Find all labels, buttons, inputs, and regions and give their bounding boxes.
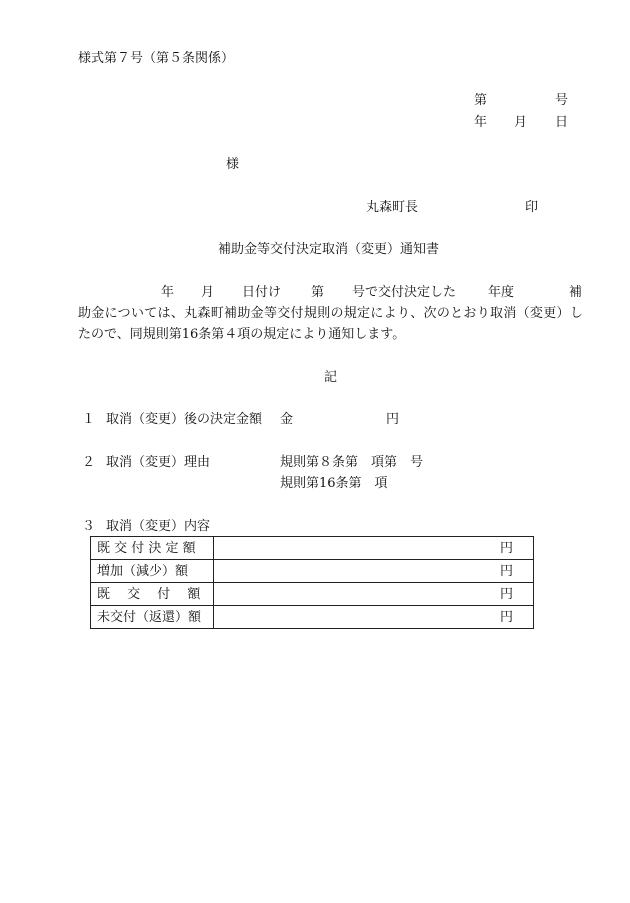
issuer-seal: 印 [525,200,539,215]
item-1-label: 取消（変更）後の決定金額 [106,412,263,427]
row-amount-unpaid-refund: 円 [214,606,534,629]
row-label-increase-decrease: 増加（減少）額 [91,560,214,583]
body-fiscal-year: 年度 [488,285,515,300]
item-1-unit: 円 [386,412,400,427]
row-amount-already-paid: 円 [214,583,534,606]
form-number: 様式第７号（第５条関係） [78,51,235,66]
item-2-label: 取消（変更）理由 [106,455,211,470]
date-day: 日 [555,115,569,130]
row-label-unpaid-refund: 未交付（返還）額 [91,606,214,629]
addressee-honorific: 様 [226,157,240,172]
body-line-3: たので、同規則第16条第４項の規定により通知します。 [78,327,406,342]
date-year: 年 [474,115,488,130]
item-1-number: １ [82,412,96,427]
row-amount-existing-decided: 円 [214,537,534,560]
amounts-table [90,536,534,629]
issuer-title: 丸森町長 [366,200,419,215]
body-day-dated: 日付け [242,285,282,300]
doc-number-prefix: 第 [474,93,488,108]
row-label-already-paid: 既 交 付 額 [91,583,214,606]
table-row [91,606,534,629]
item-2-reason-line-1: 規則第８条第 項第 号 [280,455,424,470]
table-row [91,560,534,583]
item-2-number: ２ [82,455,96,470]
body-ho: 補 [569,285,583,300]
document-title: 補助金等交付決定取消（変更）通知書 [218,242,440,257]
ki-heading: 記 [324,370,338,385]
date-month: 月 [514,115,528,130]
row-label-existing-decided: 既 交 付 決 定 額 [91,537,214,560]
item-3-label: 取消（変更）内容 [106,519,211,534]
body-month: 月 [201,285,215,300]
body-line-2: 助金については、丸森町補助金等交付規則の規定により、次のとおり取消（変更）し [78,306,583,321]
row-amount-increase-decrease: 円 [214,560,534,583]
table-row [91,583,534,606]
item-1-value-prefix: 金 [280,412,294,427]
body-go-decided: 号で交付決定した [352,285,457,300]
body-year: 年 [161,285,175,300]
table-row [91,537,534,560]
item-3-number: ３ [82,519,96,534]
doc-number-suffix: 号 [555,93,569,108]
item-2-reason-line-2: 規則第16条第 項 [280,476,388,491]
body-dai: 第 [311,285,325,300]
